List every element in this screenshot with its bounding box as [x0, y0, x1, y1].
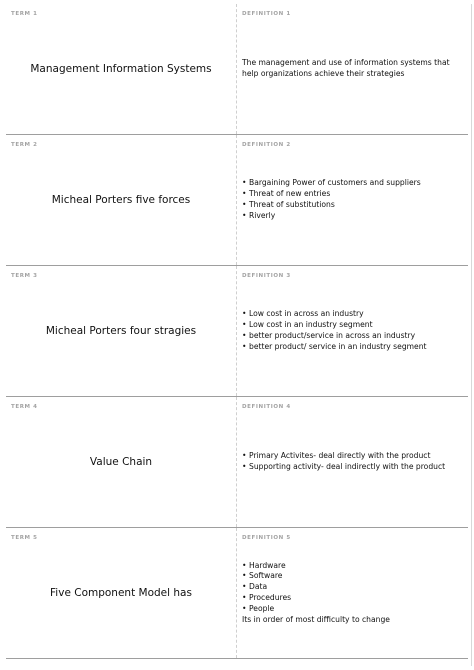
flashcard-5 [6, 528, 468, 659]
definition-bullet: • Low cost in across an industry [242, 309, 460, 320]
term-text: Management Information Systems [30, 63, 212, 75]
definition-body [242, 528, 460, 658]
flashcard-2 [6, 135, 468, 266]
definition-bullet: • Supporting activity- deal indirectly with the product [242, 462, 460, 473]
term-column [6, 266, 237, 396]
term-label: TERM 1 [11, 11, 38, 17]
term-text: Micheal Porters four stragies [45, 325, 197, 337]
definition-bullet: • People [242, 604, 460, 615]
definition-label: DEFINITION 5 [242, 535, 291, 541]
term-label: TERM 4 [11, 404, 38, 410]
definition-body [242, 266, 460, 396]
term-column [6, 4, 237, 134]
definition-column [237, 4, 468, 134]
flashcard-1 [6, 4, 468, 135]
flashcard-4 [6, 397, 468, 528]
definition-footer-text: Its in order of most difficulty to change [242, 614, 390, 624]
definition-body [242, 397, 460, 527]
definition-bullet: • better product/ service in an industry segment [242, 342, 460, 353]
definition-column [237, 528, 468, 658]
term-column [6, 528, 237, 658]
definition-label: DEFINITION 3 [242, 273, 291, 279]
term-column [6, 135, 237, 265]
term-label: TERM 2 [11, 142, 38, 148]
definition-bullet: • Hardware [242, 561, 460, 572]
term-label: TERM 3 [11, 273, 38, 279]
definition-column [237, 397, 468, 527]
definition-label: DEFINITION 1 [242, 11, 291, 17]
definition-list [242, 309, 460, 352]
term-text: Value Chain [89, 456, 153, 468]
definition-bullet: • Threat of substitutions [242, 200, 460, 211]
definition-body [242, 4, 460, 134]
definition-list [242, 561, 460, 615]
flashcard-3 [6, 266, 468, 397]
definition-label: DEFINITION 4 [242, 404, 291, 410]
definition-bullet: • Bargaining Power of customers and suppliers [242, 178, 460, 189]
definition-bullet: • Threat of new entries [242, 189, 460, 200]
definition-label: DEFINITION 2 [242, 142, 291, 148]
definition-bullet: • Procedures [242, 593, 460, 604]
term-text: Micheal Porters five forces [51, 194, 191, 206]
definition-body [242, 135, 460, 265]
term-text: Five Component Model has [50, 587, 192, 599]
definition-text: The management and use of information systems that help organizations achieve their strategies [242, 58, 450, 78]
term-label: TERM 5 [11, 535, 38, 541]
definition-list [242, 451, 460, 473]
definition-column [237, 266, 468, 396]
definition-column [237, 135, 468, 265]
definition-bullet: • Riverly [242, 211, 460, 222]
definition-list [242, 178, 460, 221]
term-column [6, 397, 237, 527]
definition-bullet: • Low cost in an industry segment [242, 320, 460, 331]
page-edge-line [471, 4, 472, 666]
definition-bullet: • Software [242, 571, 460, 582]
definition-bullet: • better product/service in across an industry [242, 331, 460, 342]
definition-bullet: • Primary Activites- deal directly with the product [242, 451, 460, 462]
definition-bullet: • Data [242, 582, 460, 593]
